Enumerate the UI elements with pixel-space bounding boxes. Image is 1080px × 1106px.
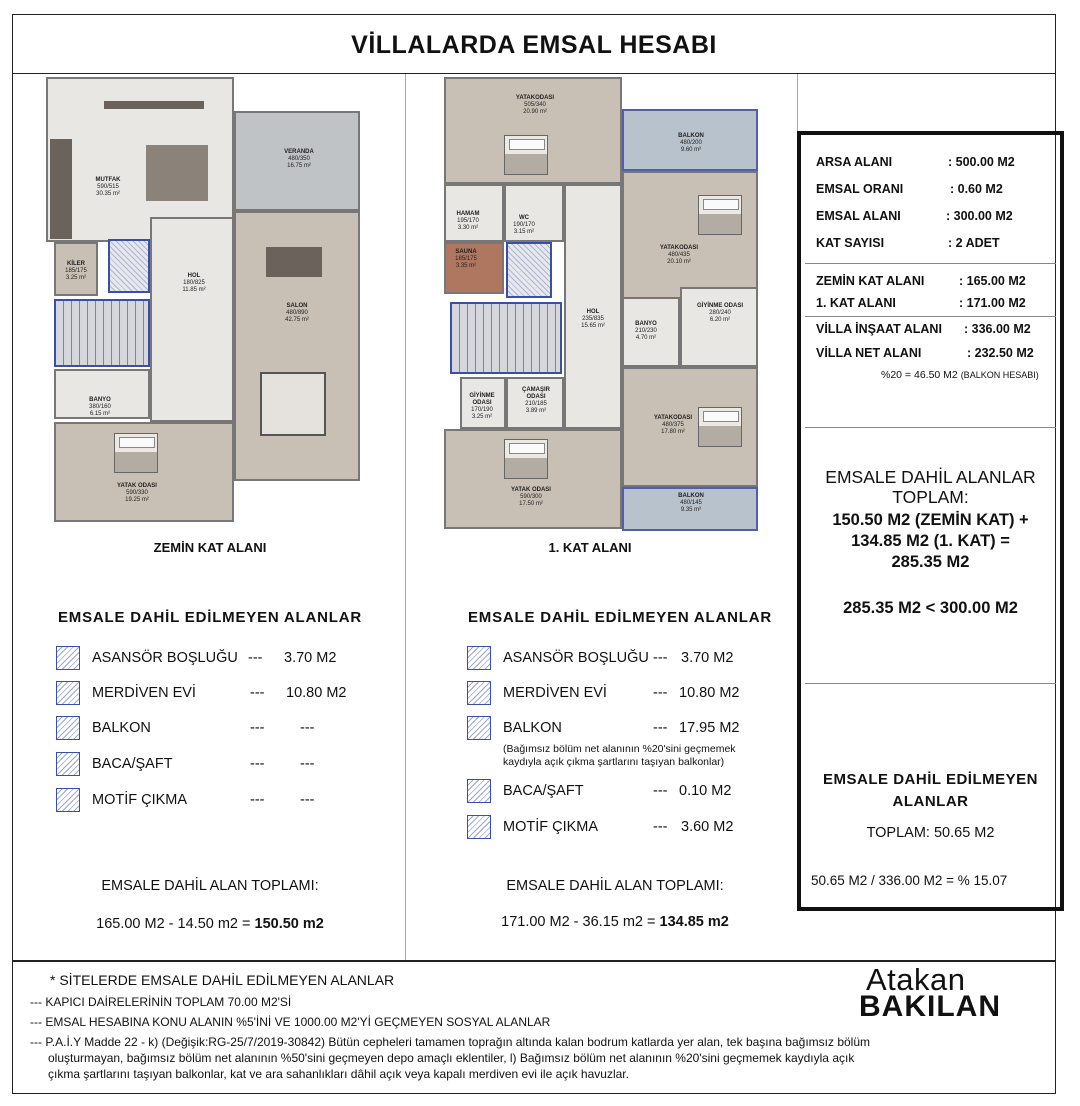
bed-icon <box>504 439 548 479</box>
room-label-hall: HOL 180/825 11.85 m² <box>182 273 206 293</box>
bed-icon <box>504 135 548 175</box>
left-legend-row: MOTİF ÇIKMA --- --- <box>56 788 386 814</box>
room-label-laundry: ÇAMAŞIR ODASI 210/185 3.89 m² <box>522 387 550 414</box>
excluded-ratio: 50.65 M2 / 336.00 M2 = % 15.07 <box>811 873 1008 888</box>
summary-divider <box>805 316 1056 317</box>
left-legend-row: MERDİVEN EVİ --- 10.80 M2 <box>56 681 386 707</box>
mid-legend-row: MOTİF ÇIKMA --- 3.60 M2 <box>467 815 787 841</box>
left-legend-row: ASANSÖR BOŞLUĞU --- 3.70 M2 <box>56 646 386 672</box>
room-label-wc: WC 190/170 3.15 m² <box>513 215 535 235</box>
room-label-living: SALON 480/890 42.75 m² <box>285 303 309 323</box>
logo-surname: BAKILAN <box>859 990 1001 1023</box>
balcony-percent-note: %20 = 46.50 M2 (BALKON HESABI) <box>881 369 1039 381</box>
hatch-swatch <box>56 788 80 812</box>
room-label-bedroom-2: YATAKODASI 480/435 20.10 m² <box>659 245 699 265</box>
mid-legend-row: ASANSÖR BOŞLUĞU --- 3.70 M2 <box>467 646 787 672</box>
summary-divider <box>805 683 1056 684</box>
room-label-kitchen: MUTFAK 590/515 30.35 m² <box>95 177 121 197</box>
room-label-dressing-1: GİYİNME ODASI 280/240 6.20 m² <box>696 303 743 323</box>
room-label-hall: HOL 235/835 15.65 m² <box>581 309 605 329</box>
hall-room <box>564 184 622 429</box>
column-divider <box>405 74 406 960</box>
footer-line: oluşturmayan, bağımsız bölüm net alanının %50'sini geçmeyen depo amaçlı eklentiler, l) Bağımsız bölüm net alanının %20'sini geçmemek kaydıyla açık <box>48 1051 855 1065</box>
hatch-swatch <box>467 646 491 670</box>
room-label-balcony-1: BALKON 480/200 9.60 m² <box>678 133 704 153</box>
hatch-swatch <box>56 716 80 740</box>
hatch-swatch <box>467 681 491 705</box>
room-label-bedroom-1: YATAKODASI 505/340 20.90 m² <box>515 95 555 115</box>
footer-heading: * SİTELERDE EMSALE DAHİL EDİLMEYEN ALANLAR <box>50 972 395 988</box>
first-floor-caption: 1. KAT ALANI <box>548 540 632 555</box>
column-divider <box>797 74 798 131</box>
room-label-dressing-2: GİYİNME ODASI 170/190 3.25 m² <box>469 393 495 420</box>
mid-legend-row: MERDİVEN EVİ --- 10.80 M2 <box>467 681 787 707</box>
left-legend-row: BALKON --- --- <box>56 716 386 742</box>
kitchen-island <box>146 145 208 201</box>
summary-box: ARSA ALANI : 500.00 M2 EMSAL ORANI : 0.60 M2 EMSAL ALANI : 300.00 M2 KAT SAYISI : 2 ADET ZEMİN KAT ALANI : 165.00 M2 1. KAT ALANI : 171.00 M2 VİLLA İNŞAAT ALANI : 336.00 M2 VİLLA NET ALANI : 232.50 M2 %20 = 46.50 M2 (BALKON HESABI) EMSALE DAHİL ALANLAR TOPLAM: 150.50 M2 (ZEMİN KAT) + 134.85 M2 (1. KAT) = 285.35 M2 285.35 M2 < 300.00 M2 EMSALE DAHİL EDİLMEYEN ALANLAR TOPLAM: 50.65 M2 50.65 M2 / 336.00 M2 = % 15.07 <box>797 131 1064 911</box>
dining-table <box>266 247 322 277</box>
hatch-swatch <box>56 681 80 705</box>
balcony-note: (Bağımsız bölüm net alanının %20'sini geçmemek kaydıyla açık çıkma şartlarını taşıyan balkonlar) <box>503 743 736 768</box>
mid-legend-row: BALKON --- 17.95 M2 <box>467 716 787 742</box>
bed-icon <box>698 195 742 235</box>
room-label-bathroom: BANYO 210/230 4.70 m² <box>635 321 657 341</box>
room-label-sauna: SAUNA 185/175 3.35 m² <box>455 249 477 269</box>
mid-legend-row: BACA/ŞAFT --- 0.10 M2 <box>467 779 787 805</box>
room-label-pantry: KİLER 185/175 3.25 m² <box>65 261 87 281</box>
mid-total-label: EMSALE DAHİL ALAN TOPLAMI: <box>506 878 724 894</box>
excluded-areas-title: EMSALE DAHİL EDİLMEYEN ALANLAR <box>823 771 1038 810</box>
hatch-swatch <box>56 646 80 670</box>
hatch-swatch <box>467 815 491 839</box>
bed-icon <box>114 433 158 473</box>
elevator-shaft <box>108 239 150 293</box>
summary-divider <box>805 427 1056 428</box>
room-label-bedroom-4: YATAK ODASI 590/300 17.50 m² <box>511 487 551 507</box>
hatch-swatch <box>467 779 491 803</box>
dressing-room-1 <box>680 287 758 367</box>
dining-bench <box>104 101 204 109</box>
logo-name: Atakan <box>866 962 966 997</box>
page-title: VİLLALARDA EMSAL HESABI <box>12 14 1056 74</box>
kitchen-counter <box>50 139 72 239</box>
included-areas-title: EMSALE DAHİL ALANLAR TOPLAM: <box>825 467 1036 507</box>
hatch-swatch <box>56 752 80 776</box>
room-label-veranda: VERANDA 480/350 16.75 m² <box>284 149 314 169</box>
emsal-comparison: 285.35 M2 < 300.00 M2 <box>843 599 1018 617</box>
ground-floor-caption: ZEMİN KAT ALANI <box>153 540 267 555</box>
footer-line: çıkma şartlarını taşıyan balkonlar, kat ve ara sahanlıkları dâhil açık veya kapalı merdiven evi ile açık havuzlar. <box>48 1067 629 1081</box>
first-floor-plan <box>440 77 762 532</box>
room-label-hamam: HAMAM 195/170 3.30 m² <box>456 211 480 231</box>
left-excluded-heading: EMSALE DAHİL EDİLMEYEN ALANLAR <box>58 609 363 626</box>
room-label-bathroom: BANYO 380/160 6.15 m² <box>89 397 111 417</box>
left-total-label: EMSALE DAHİL ALAN TOPLAMI: <box>101 878 319 894</box>
elevator-shaft <box>506 242 552 298</box>
staircase <box>450 302 562 374</box>
hall-room <box>150 217 234 422</box>
staircase <box>54 299 150 367</box>
footer-line: --- KAPICI DAİRELERİNİN TOPLAM 70.00 M2'Sİ <box>30 995 292 1009</box>
footer-line: --- EMSAL HESABINA KONU ALANIN %5'İNİ VE 1000.00 M2'Yİ GEÇMEYEN SOSYAL ALANLAR <box>30 1015 551 1029</box>
mid-excluded-heading: EMSALE DAHİL EDİLMEYEN ALANLAR <box>468 609 773 626</box>
included-areas-calc: 150.50 M2 (ZEMİN KAT) + 134.85 M2 (1. KAT) = 285.35 M2 <box>832 511 1029 571</box>
room-label-balcony-2: BALKON 480/145 9.35 m² <box>678 493 704 513</box>
sofa <box>260 372 326 436</box>
bed-icon <box>698 407 742 447</box>
summary-divider <box>805 263 1056 264</box>
footer-line: --- P.A.İ.Y Madde 22 - k) (Değişik:RG-25/7/2019-30842) Bütün cepheleri tamamen toprağın altında kalan bodrum katlarda yer alan, tek başına bağımsız bölüm <box>30 1035 871 1049</box>
room-label-bedroom: YATAK ODASI 590/330 19.25 m² <box>117 483 157 503</box>
left-legend-row: BACA/ŞAFT --- --- <box>56 752 386 778</box>
room-label-bedroom-3: YATAKODASI 480/375 17.80 m² <box>653 415 693 435</box>
hatch-swatch <box>467 716 491 740</box>
excluded-areas-total: TOPLAM: 50.65 M2 <box>866 825 995 841</box>
ground-floor-plan <box>44 77 362 537</box>
mid-total-formula: 171.00 M2 - 36.15 m2 = 134.85 m2 <box>501 914 729 930</box>
left-total-formula: 165.00 M2 - 14.50 m2 = 150.50 m2 <box>96 916 324 932</box>
